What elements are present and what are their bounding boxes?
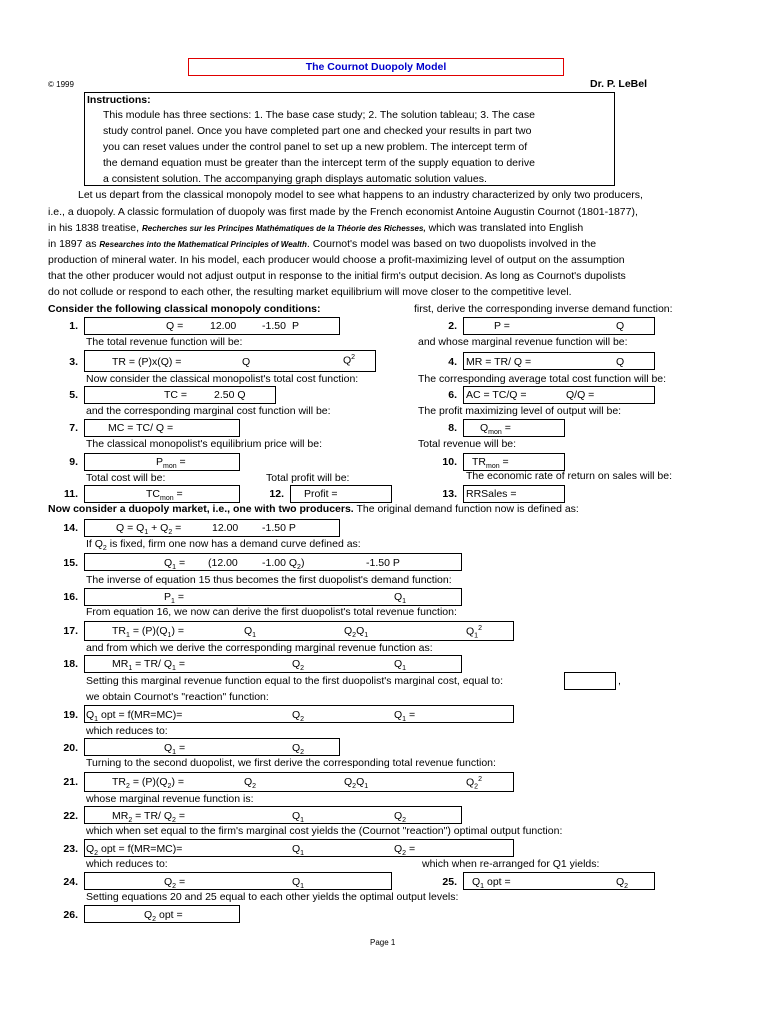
eq19-opt: $Q_1$ opt = f(MR=MC)= [86,709,183,724]
eq-number: 1. [69,320,78,332]
eq-number: 24. [63,876,78,888]
intro-line: Let us depart from the classical monopoly model to see what happens to an industry characterized by only two producers, [78,189,643,201]
eq17-q2q1: $Q_2Q_1$ [344,625,369,640]
eq-number: 25. [442,876,457,888]
eq25-q2: $Q_2$ [616,876,629,891]
label: The corresponding average total cost function will be: [418,373,667,385]
eq4-mr: MR = TR/ Q = [466,356,532,368]
eq23-opt: $Q_2$ opt = f(MR=MC)= [86,843,183,858]
eq24-q2: $Q_2$ = [164,876,186,891]
eq1-q: Q = [166,320,184,332]
intro-line: in 1897 as Researches into the Mathematical Principles of Wealth. Cournot's model was based on two duopolists involved in the [48,238,597,250]
eq-number: 4. [448,356,457,368]
eq20-q2: $Q_2$ [292,742,305,757]
eq10-trmon: $TR_{mon}$ = [472,456,509,471]
label: and whose marginal revenue function will be: [418,336,628,348]
eq1-p: P [292,320,300,332]
eq14-q: $Q = Q_1 + Q_2$ = [116,522,182,537]
instructions-heading: Instructions: [87,94,151,106]
eq-number: 20. [63,742,78,754]
eq-number: 22. [63,810,78,822]
eq12-profit: Profit = [304,488,338,500]
eq15-q1: $Q_1$ = [164,557,186,572]
eq16-p1: $P_1$ = [164,591,184,606]
intro-line: i.e., a duopoly. A classic formulation of duopoly was first made by the French economist Antoine Augustin Cournot (1801-1877), [48,206,638,218]
duopoly-heading: Now consider a duopoly market, i.e., one with two producers. The original demand function now is defined as: [48,503,579,515]
eq-number: 23. [63,843,78,855]
monopoly-heading: Consider the following classical monopoly conditions: [48,303,321,315]
eq21-q2sq: $Q_2^2$ [466,776,482,791]
label: If $Q_2$ is fixed, firm one now has a demand curve defined as: [86,538,361,553]
label: we obtain Cournot's "reaction" function: [86,691,269,703]
label: Total revenue will be: [418,438,517,450]
label: The inverse of equation 15 thus becomes the first duopolist's demand function: [86,574,452,586]
eq-number: 10. [442,456,457,468]
eq8-box[interactable] [463,419,565,437]
eq9-pmon: $P_{mon}$ = [156,456,186,471]
eq-number: 26. [63,909,78,921]
eq8-qmon: $Q_{mon}$ = [480,422,511,437]
eq-number: 7. [69,422,78,434]
eq22-q2: $Q_2$ [394,810,407,825]
eq24-q1: $Q_1$ [292,876,305,891]
eq25-q1: $Q_1$ opt = [472,876,511,891]
eq23-q2: $Q_2$ = [394,843,416,858]
label: Turning to the second duopolist, we first derive the corresponding total revenue function: [86,757,496,769]
eq-number: 19. [63,709,78,721]
label: Now consider the classical monopolist's total cost function: [86,373,359,385]
copyright: © 1999 [48,80,74,89]
eq1-intercept: 12.00 [210,320,237,332]
eq4-q: Q [616,356,625,368]
eq15-a: (12.00 [208,557,238,569]
label: which reduces to: [86,858,168,870]
eq-number: 14. [63,522,78,534]
eq13-rrsales: RRSales = [466,488,517,500]
label: Total cost will be: [86,472,166,484]
eq14-slope: -1.50 P [262,522,296,534]
eq-number: 11. [63,488,78,500]
label: From equation 16, we now can derive the first duopolist's total revenue function: [86,606,457,618]
eq16-q1: $Q_1$ [394,591,407,606]
inverse-demand-label: first, derive the corresponding inverse demand function: [414,303,673,315]
eq21-tr2: $TR_2 = (P)(Q_2)$ = [112,776,184,791]
eq-number: 3. [69,356,78,368]
eq-number: 9. [69,456,78,468]
instructions-box [84,92,615,186]
eq3-q: Q [242,356,251,368]
page-number: Page 1 [370,938,396,947]
eq5-tc: TC = [164,389,188,401]
instructions-line: a consistent solution. The accompanying graph displays automatic solution values. [103,173,487,185]
instructions-line: you can reset values under the control panel to set up a new problem. The intercept term of [103,141,528,153]
eq1-slope: -1.50 [262,320,286,332]
eq-number: 16. [63,591,78,603]
eq-number: 2. [448,320,457,332]
label: The profit maximizing level of output will be: [418,405,622,417]
eq20-q1: $Q_1$ = [164,742,186,757]
eq19-q1: $Q_1$ = [394,709,416,724]
eq7-mc: MC = TC/ Q = [108,422,174,434]
eq15-b: -1.00 $Q_2$) [262,557,305,572]
eq-number: 15. [63,557,78,569]
intro-line: in his 1838 treatise, Recherches sur les Principes Mathématiques de la Théorie des Richesses, which was translated into English [48,222,584,234]
eq3-q2: $Q^2$ [343,354,356,367]
author: Dr. P. LeBel [590,78,648,90]
label: which when set equal to the firm's marginal cost yields the (Cournot "reaction") optimal output function: [86,825,563,837]
eq21-q2q1: $Q_2Q_1$ [344,776,369,791]
eq-number: 21. [63,776,78,788]
eq17-tr1: $TR_1 = (P)(Q_1)$ = [112,625,184,640]
label: The economic rate of return on sales will be: [466,470,673,482]
mc-value-box[interactable] [564,672,616,690]
eq-number: 13. [442,488,457,500]
eq2-box[interactable] [463,317,655,335]
instructions-line: the demand equation must be greater than the intercept term of the supply equation to derive [103,157,535,169]
eq21-q2: $Q_2$ [244,776,257,791]
eq-number: 18. [63,658,78,670]
eq22-q1: $Q_1$ [292,810,305,825]
eq6-ac: AC = TC/Q = [466,389,527,401]
eq3-tr: TR = (P)x(Q) = [112,356,182,368]
eq2-q: Q [616,320,625,332]
label: which reduces to: [86,725,168,737]
comma: , [618,675,621,687]
eq24-box[interactable] [84,872,392,890]
intro-line: that the other producer would not adjust output in response to the initial firm's output decision. As long as Cournot's dupolists [48,270,626,282]
label: Setting equations 20 and 25 equal to each other yields the optimal output levels: [86,891,459,903]
intro-line: do not collude or respond to each other, the resulting market equilibrium will move closer to the competitive level. [48,286,572,298]
label: whose marginal revenue function is: [86,793,254,805]
label: The classical monopolist's equilibrium price will be: [86,438,323,450]
eq22-mr2: $MR_2 = TR/$ $Q_2$ = [112,810,185,825]
eq17-q1: $Q_1$ [244,625,257,640]
page-title: The Cournot Duopoly Model [305,61,447,73]
label: which when re-arranged for Q1 yields: [422,858,600,870]
label: The total revenue function will be: [86,336,243,348]
label: Total profit will be: [266,472,350,484]
eq-number: 8. [448,422,457,434]
intro-line: production of mineral water. In his model, each producer would choose a profit-maximizing level of output on the assumption [48,254,625,266]
label: and from which we derive the corresponding marginal revenue function as: [86,642,433,654]
eq2-p: P = [494,320,510,332]
eq19-q2: $Q_2$ [292,709,305,724]
eq26-q2: $Q_2$ opt = [144,909,183,924]
eq14-intercept: 12.00 [212,522,239,534]
eq18-q2: $Q_2$ [292,658,305,673]
eq23-q1: $Q_1$ [292,843,305,858]
eq18-mr1: $MR_1 = TR/$ $Q_1$ = [112,658,185,673]
label: Setting this marginal revenue function equal to the first duopolist's marginal cost, equal to: [86,675,503,687]
instructions-line: This module has three sections: 1. The base case study; 2. The solution tableau; 3. The case [103,109,535,121]
eq17-q1sq: $Q_1^2$ [466,625,482,640]
label: and the corresponding marginal cost function will be: [86,405,331,417]
eq-number: 12. [269,488,284,500]
eq15-c: -1.50 P [366,557,400,569]
eq-number: 5. [69,389,78,401]
eq-number: 6. [448,389,457,401]
instructions-line: study control panel. Once you have completed part one and checked your results in part two [103,125,532,137]
eq6-qq: Q/Q = [566,389,595,401]
eq18-q1: $Q_1$ [394,658,407,673]
eq5-value: 2.50 Q [214,389,246,401]
eq11-tcmon: $TC_{mon}$ = [146,488,183,503]
eq-number: 17. [63,625,78,637]
